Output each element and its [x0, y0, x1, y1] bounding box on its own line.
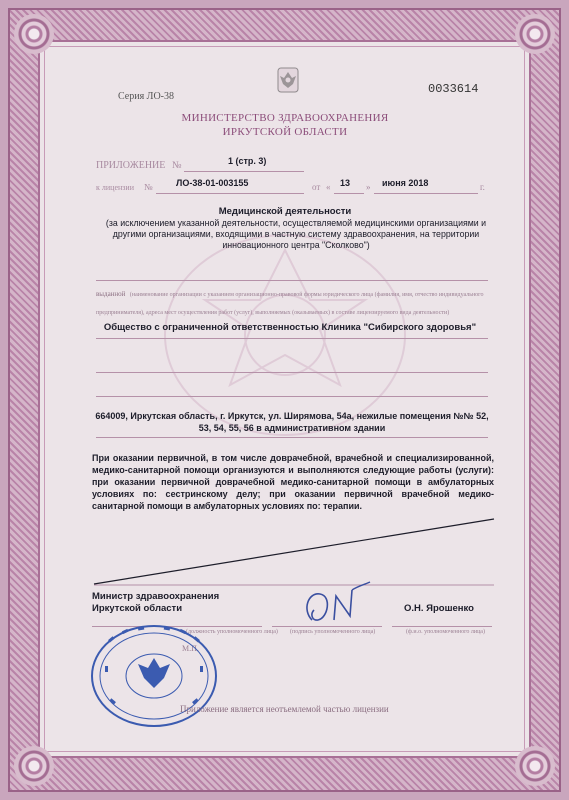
position-line2: Иркутской области [92, 603, 183, 614]
activity-description: (за исключением указанной деятельности, осуществляемой медицинскими организациями и другими организациями, входящими в частную систему здравоохранения, на территории инновационного центра "Сколково") [105, 218, 487, 250]
blank-line [96, 372, 488, 373]
services-description: При оказании первичной, в том числе доврачебной, врачебной и специализированной, медико-санитарной помощи организуются и выполняются следующие работы (услуги): при оказании первичной доврачебной медико-санитарной помощи в амбулаторных условиях по: сестринскому делу; при оказании первичной врачебной медико-санитарной помощи в амбулаторных условиях по: терапии. [92, 453, 494, 511]
day-underline [334, 193, 364, 194]
license-month-year: июня 2018 [382, 178, 429, 188]
mp-label: М.П. [182, 644, 199, 653]
footer-note: Приложение является неотъемлемой частью лицензии [180, 704, 389, 714]
year-suffix: г. [480, 182, 485, 192]
name-underline [392, 626, 492, 627]
appendix-underline [184, 171, 304, 172]
license-number-underline [156, 193, 304, 194]
handwritten-signature [298, 580, 388, 628]
ministry-title-line2: ИРКУТСКОЙ ОБЛАСТИ [222, 126, 348, 138]
quote-close: » [366, 182, 371, 192]
organization-underline [96, 338, 488, 339]
caption-name: (ф.и.о. уполномоченного лица) [406, 629, 485, 635]
coat-of-arms-icon [276, 66, 300, 94]
caption-position: (должность уполномоченного лица) [186, 629, 278, 635]
issued-top-line [96, 280, 488, 281]
address: 664009, Иркутская область, г. Иркутск, ул. Ширямова, 54а, нежилые помещения №№ 52, 53, 54, 55, 56 в административном здании [95, 411, 489, 433]
month-underline [374, 193, 478, 194]
blank-line [96, 396, 488, 397]
issued-block [96, 283, 491, 319]
license-day: 13 [340, 178, 351, 188]
organization-name: Общество с ограниченной ответственностью Клиника "Сибирского здоровья" [103, 322, 477, 333]
issued-note: (наименование организации с указанием организационно-правовой формы юридического лица (фамилия, имя, отчество индивидуального предпринимателя), адреса мест осуществления работ (услуг), выполняемых (оказываемых) в составе лицензируемого вида деятельности) [96, 292, 484, 316]
series-label: Серия ЛО-38 [118, 91, 175, 102]
document-number: 0033614 [428, 82, 479, 96]
license-number: ЛО-38-01-003155 [176, 178, 249, 188]
license-num-sign: № [144, 182, 153, 192]
caption-signature: (подпись уполномоченного лица) [290, 629, 376, 635]
signature-underline [272, 626, 382, 627]
issued-label: выданной [96, 290, 126, 298]
license-label: к лицензии [96, 183, 134, 192]
ministry-title-line1: МИНИСТЕРСТВО ЗДРАВООХРАНЕНИЯ [181, 112, 389, 124]
strike-diagonal [92, 516, 496, 588]
appendix-value: 1 (стр. 3) [228, 156, 267, 166]
position-line1: Министр здравоохранения [92, 591, 220, 602]
activity-title: Медицинской деятельности [218, 206, 352, 217]
address-underline [96, 437, 488, 438]
signer-name: О.Н. Ярошенко [404, 603, 474, 614]
appendix-label: ПРИЛОЖЕНИЕ [96, 160, 166, 171]
from-label: от [312, 182, 321, 192]
quote-open: « [326, 182, 331, 192]
appendix-num-sign: № [172, 160, 182, 171]
